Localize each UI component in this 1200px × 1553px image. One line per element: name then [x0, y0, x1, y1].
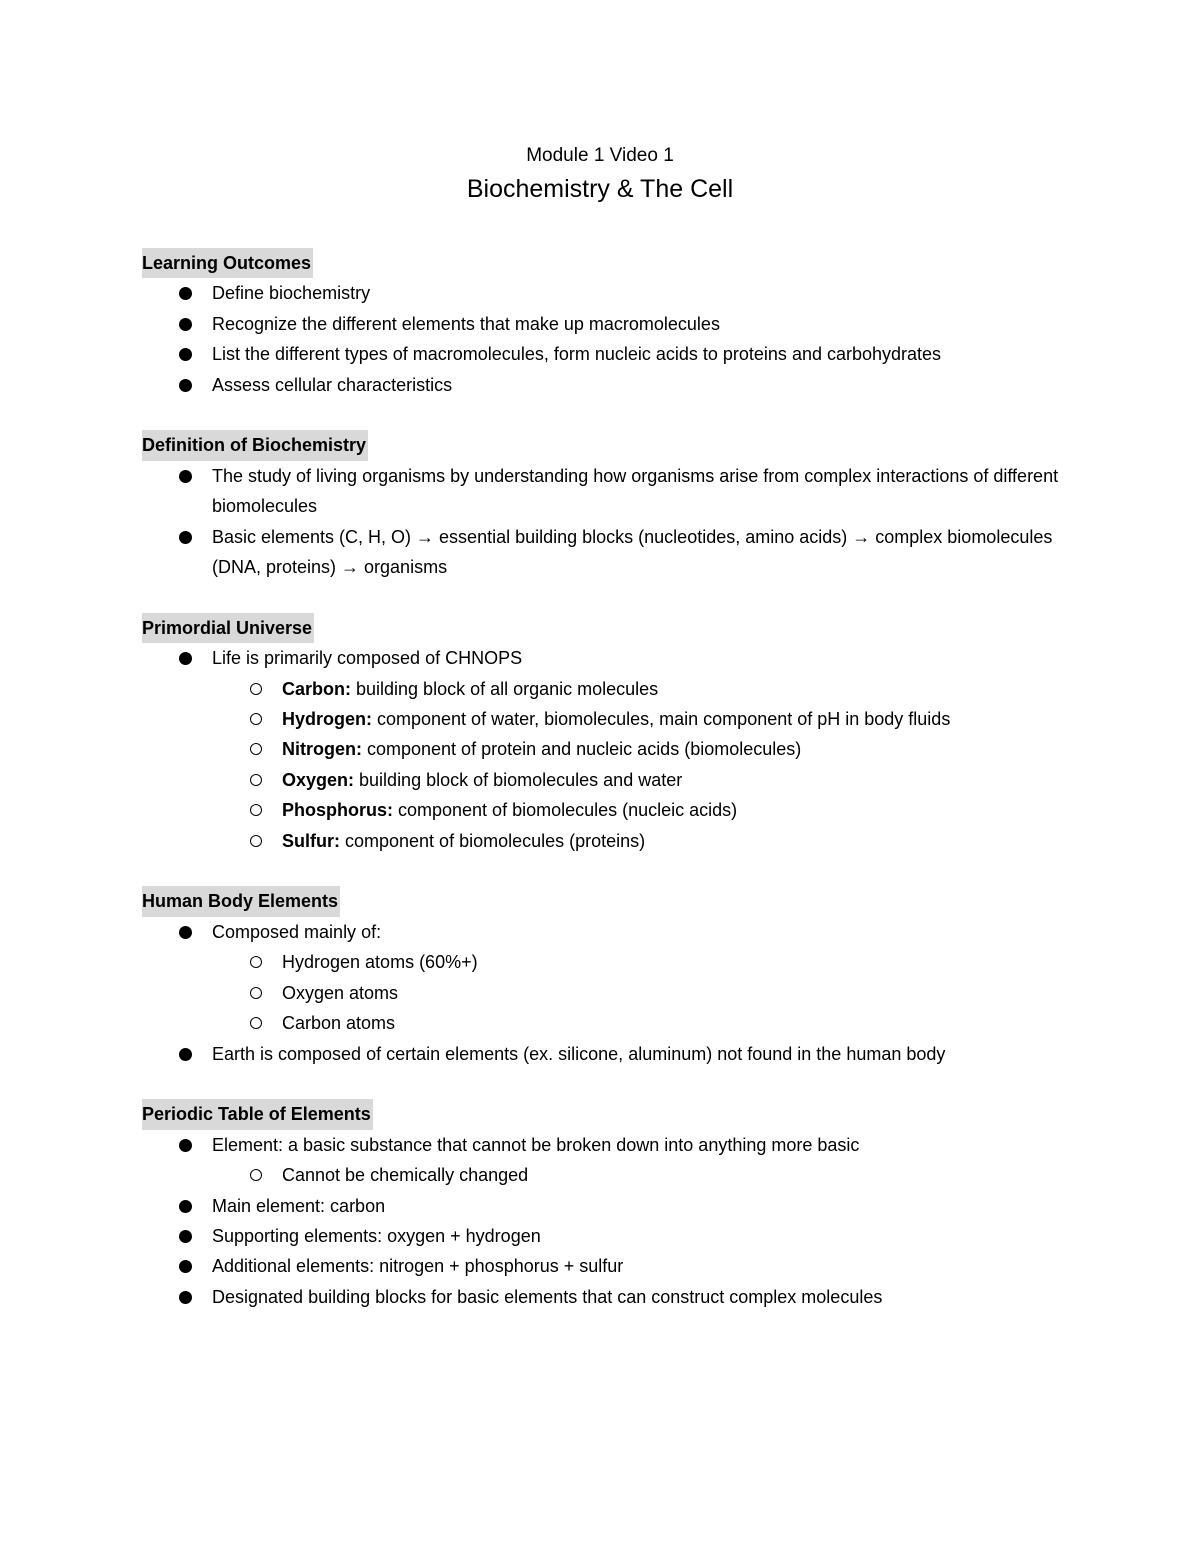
bullet-dot-icon — [179, 1139, 192, 1152]
list-item-text: Earth is composed of certain elements (ex. silicone, aluminum) not found in the human body — [212, 1043, 946, 1064]
bullet-list — [142, 461, 1062, 583]
list-item — [142, 1251, 1062, 1281]
element-term: Nitrogen: — [282, 739, 362, 760]
section-periodic-table-of-elements — [142, 1099, 1062, 1312]
sub-bullet-list — [212, 674, 1062, 856]
list-item — [142, 461, 1062, 522]
bullet-ring-icon — [250, 1017, 262, 1029]
sub-bullet-list — [212, 1160, 1062, 1190]
section-heading: Primordial Universe — [142, 613, 314, 643]
list-item — [142, 1191, 1062, 1221]
bullet-dot-icon — [179, 1291, 192, 1304]
bullet-ring-icon — [250, 835, 262, 847]
section-heading: Periodic Table of Elements — [142, 1099, 373, 1129]
sub-list-item-text: Oxygen atoms — [282, 982, 399, 1003]
section-heading: Human Body Elements — [142, 886, 340, 916]
section-human-body-elements — [142, 886, 1062, 1068]
bullet-dot-icon — [179, 470, 192, 483]
list-item — [142, 917, 1062, 1039]
sub-list-item-text: component of biomolecules (nucleic acids) — [393, 800, 738, 821]
list-item — [142, 309, 1062, 339]
sub-list-item — [212, 674, 1062, 704]
list-item-text: Composed mainly of: — [212, 921, 382, 942]
list-item-text: Supporting elements: oxygen + hydrogen — [212, 1225, 541, 1246]
section-heading: Learning Outcomes — [142, 248, 313, 278]
sub-list-item — [212, 1160, 1062, 1190]
bullet-ring-icon — [250, 743, 262, 755]
bullet-dot-icon — [179, 1260, 192, 1273]
bullet-ring-icon — [250, 713, 262, 725]
document-subtitle: Module 1 Video 1 — [526, 145, 674, 166]
list-item — [142, 278, 1062, 308]
sub-list-item — [212, 826, 1062, 856]
sub-bullet-list — [212, 947, 1062, 1038]
bullet-list — [142, 917, 1062, 1069]
list-item — [142, 1130, 1062, 1191]
list-item — [142, 643, 1062, 856]
list-item-text: The study of living organisms by understanding how organisms arise from complex interactions of different biomolecules — [212, 465, 1059, 517]
bullet-ring-icon — [250, 956, 262, 968]
sub-list-item — [212, 704, 1062, 734]
bullet-ring-icon — [250, 774, 262, 786]
element-term: Phosphorus: — [282, 800, 393, 821]
list-item — [142, 1282, 1062, 1312]
section-learning-outcomes — [142, 248, 1062, 400]
bullet-ring-icon — [250, 683, 262, 695]
list-item — [142, 1039, 1062, 1069]
list-item-text: Element: a basic substance that cannot be broken down into anything more basic — [212, 1134, 860, 1155]
element-term: Hydrogen: — [282, 709, 372, 730]
document-title: Biochemistry & The Cell — [466, 175, 734, 203]
sub-list-item-text: component of biomolecules (proteins) — [340, 830, 646, 851]
list-item-text: Designated building blocks for basic elements that can construct complex molecules — [212, 1286, 883, 1307]
sub-list-item-text: Cannot be chemically changed — [282, 1165, 529, 1186]
bullet-dot-icon — [179, 531, 192, 544]
sub-list-item — [212, 978, 1062, 1008]
bullet-dot-icon — [179, 1200, 192, 1213]
sub-list-item — [212, 795, 1062, 825]
bullet-ring-icon — [250, 987, 262, 999]
bullet-ring-icon — [250, 1169, 262, 1181]
section-primordial-universe — [142, 613, 1062, 856]
document-body — [142, 248, 1062, 1343]
bullet-dot-icon — [179, 318, 192, 331]
list-item — [142, 1221, 1062, 1251]
list-item-text: Main element: carbon — [212, 1195, 386, 1216]
bullet-list — [142, 278, 1062, 400]
bullet-dot-icon — [179, 348, 192, 361]
list-item-text: List the different types of macromolecules, form nucleic acids to proteins and carbohydrates — [212, 344, 942, 365]
sub-list-item — [212, 1008, 1062, 1038]
sub-list-item-text: building block of biomolecules and water — [354, 769, 683, 790]
list-item — [142, 339, 1062, 369]
list-item-text: Recognize the different elements that make up macromolecules — [212, 313, 720, 334]
element-term: Oxygen: — [282, 769, 355, 790]
list-item-text: Define biochemistry — [212, 283, 371, 304]
sub-list-item — [212, 765, 1062, 795]
list-item — [142, 370, 1062, 400]
list-item-text: Life is primarily composed of CHNOPS — [212, 648, 523, 669]
element-term: Sulfur: — [282, 830, 340, 851]
bullet-dot-icon — [179, 1048, 192, 1061]
list-item — [142, 522, 1062, 583]
bullet-ring-icon — [250, 804, 262, 816]
list-item-text: Basic elements (C, H, O) → essential building blocks (nucleotides, amino acids) → complex biomolecules (DNA, proteins) → organisms — [212, 526, 1053, 578]
section-heading: Definition of Biochemistry — [142, 430, 368, 460]
sub-list-item-text: component of protein and nucleic acids (biomolecules) — [362, 739, 802, 760]
bullet-dot-icon — [179, 652, 192, 665]
bullet-dot-icon — [179, 926, 192, 939]
sub-list-item-text: component of water, biomolecules, main component of pH in body fluids — [372, 709, 951, 730]
sub-list-item-text: Carbon atoms — [282, 1013, 396, 1034]
bullet-dot-icon — [179, 1230, 192, 1243]
bullet-list — [142, 1130, 1062, 1312]
sub-list-item-text: Hydrogen atoms (60%+) — [282, 952, 478, 973]
sub-list-item — [212, 947, 1062, 977]
section-definition-of-biochemistry — [142, 430, 1062, 582]
sub-list-item — [212, 734, 1062, 764]
bullet-dot-icon — [179, 287, 192, 300]
list-item-text: Additional elements: nitrogen + phosphorus + sulfur — [212, 1256, 624, 1277]
bullet-dot-icon — [179, 379, 192, 392]
sub-list-item-text: building block of all organic molecules — [351, 678, 659, 699]
list-item-text: Assess cellular characteristics — [212, 374, 453, 395]
bullet-list — [142, 643, 1062, 856]
element-term: Carbon: — [282, 678, 351, 699]
